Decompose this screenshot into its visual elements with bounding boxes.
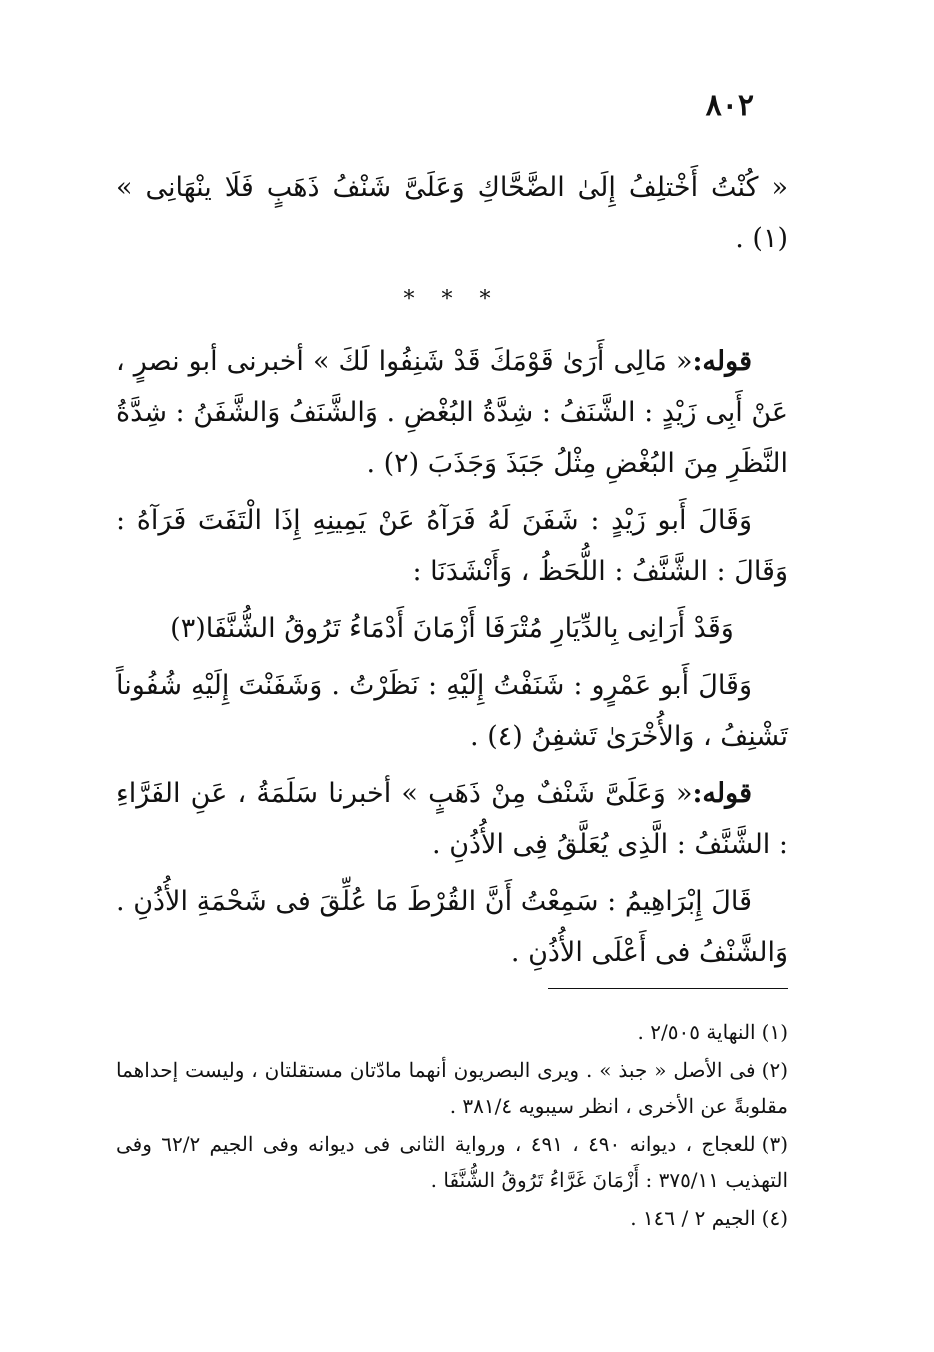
paragraph-1 xyxy=(116,336,788,489)
footnote-divider xyxy=(548,988,788,989)
paragraph-text: وَقَالَ أَبو زَيْدٍ : شَفَنَ لَهُ فَرَآهُ عَنْ يَمِينِهِ إِذَا الْتَفَتَ فَرَآهُ : وَقَالَ : الشَّنَّفُ : اللُّحَظُ ، وَأَنْشَدَنَا : xyxy=(116,505,788,587)
paragraph-text: وَقَالَ أَبو عَمْرٍو : شَنَفْتُ إِلَيْهِ : نَظَرْتُ . وَشَفَنْتَ إِلَيْهِ شُفُوناً تَشْنِفُ ، وَالأُخْرَىٰ تَشفِنُ (٤) . xyxy=(116,670,788,752)
footnote-number: (٣) xyxy=(761,1132,789,1156)
main-text xyxy=(116,162,788,984)
footnote xyxy=(116,1126,788,1198)
paragraph-text: قَالَ إِبْرَاهِيمُ : سَمِعْتُ أَنَّ القُرْطَ مَا عُلِّقَ فى شَحْمَةِ الأُذُنِ . وَالشَّنْفُ فى أَعْلَى الأُذُنِ . xyxy=(116,886,788,968)
verse-line xyxy=(116,603,788,654)
paragraph-text: « مَالِى أَرَىٰ قَوْمَكَ قَدْ شَنِفُوا لَكَ » أخبرنى أبو نصرٍ ، عَنْ أَبِى زَيْدٍ : الشَّنَفُ : شِدَّةُ البُغْضِ . وَالشَّنَفُ وَالشَّفَنُ : شِدَّةُ النَّظَرِ مِنَ البُغْضِ مِثْلُ جَبَذَ وَجَذَبَ (٢) . xyxy=(116,346,788,479)
section-separator: * * * xyxy=(403,287,501,312)
paragraph-4 xyxy=(116,768,788,870)
paragraph-3 xyxy=(116,660,788,762)
footnote-number: (٤) xyxy=(761,1206,788,1230)
paragraph-text: « وَعَلَىَّ شَنْفٌ مِنْ ذَهَبٍ » أخبرنا سَلَمَةُ ، عَنِ الفَرَّاءِ : الشَّنَّفُ : الَّذِى يُعَلَّقُ فِى الأُذُنِ . xyxy=(116,778,788,860)
paragraph-lead: قوله: xyxy=(692,346,752,377)
footnote-text: للعجاج ، ديوانه ٤٩٠ ، ٤٩١ ، ورواية الثانى فى ديوانه وفى الجيم ٦٢/٢ وفى التهذيب ٣٧٥/١١ : أَزْمَانَ غَرَّاءُ تَرُوقُ الشُّنَّفَا . xyxy=(116,1132,788,1192)
paragraph-2 xyxy=(116,495,788,597)
page-number: ٨٠٢ xyxy=(705,88,754,123)
footnote-number: (١) xyxy=(761,1020,788,1044)
footnotes xyxy=(116,1014,788,1238)
footnote-text: النهاية ٢/٥٠٥ . xyxy=(637,1020,756,1044)
footnote xyxy=(116,1200,788,1236)
footnote-text: فى الأصل « جبذ » . ويرى البصريون أنهما مادّتان مستقلتان ، وليست إحداهما مقلوبةً عن الأخرى ، انظر سيبويه ٣٨١/٤ . xyxy=(116,1058,788,1118)
footnote-number: (٢) xyxy=(761,1058,788,1082)
paragraph-5 xyxy=(116,876,788,978)
footnote xyxy=(116,1052,788,1124)
opening-quote: « كُنْتُ أَخْتلِفُ إِلَىٰ الضَّحَّاكِ وَعَلَىَّ شَنْفُ ذَهَبٍ فَلَا ينْهَانِى » (١) . xyxy=(116,172,788,254)
footnote xyxy=(116,1014,788,1050)
paragraph-lead: قوله: xyxy=(692,778,752,809)
footnote-text: الجيم ٢ / ١٤٦ . xyxy=(630,1206,756,1230)
verse-text: وَقَدْ أَرَانِى بِالدِّيَارِ مُتْرَفَا أَزْمَانَ أَدْمَاءُ تَرُوقُ الشُّنَّفَا(٣) xyxy=(170,613,734,644)
